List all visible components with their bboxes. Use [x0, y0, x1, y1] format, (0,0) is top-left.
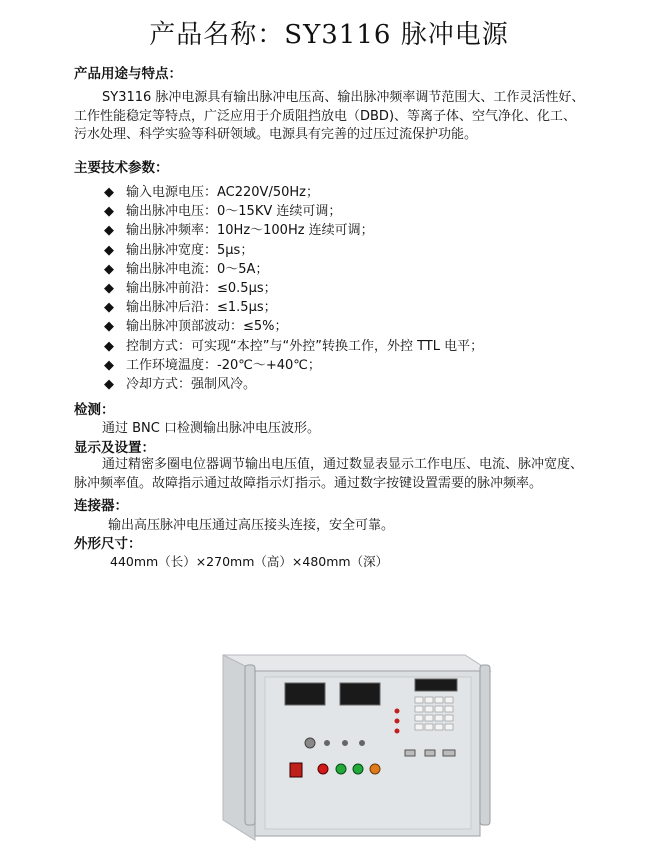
diamond-bullet-icon: ◆ [104, 261, 114, 277]
connector-text: 输出高压脉冲电压通过高压接头连接，安全可靠。 [108, 518, 395, 533]
usage-line: 工作性能稳定等特点，广泛应用于介质阻挡放电（DBD)、等离子体、空气净化、化工、 [74, 108, 577, 124]
voltage-knob [305, 738, 315, 748]
device-handle-left [245, 665, 255, 825]
param-item: ◆ 输出脉冲顶部波动：≤5%； [104, 317, 483, 336]
param-item: ◆ 输出脉冲频率：10Hz～100Hz 连续可调； [104, 221, 483, 240]
power-switch [290, 763, 302, 777]
diamond-bullet-icon: ◆ [104, 319, 114, 335]
param-item: ◆ 输入电源电压：AC220V/50Hz； [104, 183, 483, 202]
param-item: ◆ 工作环境温度：-20℃～+40℃； [104, 356, 483, 375]
display-heading: 显示及设置： [74, 440, 155, 456]
display-paragraph [74, 456, 634, 493]
green-button [353, 764, 363, 774]
toggle-switch [359, 740, 365, 746]
usage-heading: 产品用途与特点： [74, 66, 182, 82]
red-button [318, 764, 328, 774]
green-button [336, 764, 346, 774]
voltage-meter-display [285, 683, 325, 705]
power-supply-device-image [215, 645, 495, 845]
usage-line: SY3116 脉冲电源具有输出脉冲电压高、输出脉冲频率调节范围大、工作灵活性好、 [102, 90, 585, 105]
size-heading: 外形尺寸： [74, 536, 142, 552]
diamond-bullet-icon: ◆ [104, 357, 114, 373]
param-item: ◆ 输出脉冲电压：0～15KV 连续可调； [104, 202, 483, 221]
diamond-bullet-icon: ◆ [104, 242, 114, 258]
usage-paragraph [74, 89, 634, 145]
device-top [223, 655, 490, 671]
page-title: 产品名称：SY3116 脉冲电源 [149, 20, 509, 50]
detect-text: 通过 BNC 口检测输出脉冲电压波形。 [102, 421, 320, 436]
param-item: ◆ 输出脉冲后沿：≤1.5μs； [104, 298, 483, 317]
frequency-display [415, 679, 457, 691]
toggle-switch [342, 740, 348, 746]
connector-heading: 连接器： [74, 498, 128, 514]
toggle-switch [324, 740, 330, 746]
orange-button [370, 764, 380, 774]
current-meter-display [340, 683, 380, 705]
diamond-bullet-icon: ◆ [104, 300, 114, 316]
diamond-bullet-icon: ◆ [104, 280, 114, 296]
display-line: 脉冲频率值。故障指示通过故障指示灯指示。通过数字按键设置需要的脉冲频率。 [74, 475, 543, 491]
diamond-bullet-icon: ◆ [104, 204, 114, 220]
usage-line: 污水处理、科学实验等科研领域。电源具有完善的过压过流保护功能。 [74, 127, 478, 142]
indicator-light [395, 709, 400, 714]
diamond-bullet-icon: ◆ [104, 338, 114, 354]
device-handle-right [480, 665, 490, 825]
detect-heading: 检测： [74, 402, 115, 418]
param-item: ◆ 输出脉冲宽度：5μs； [104, 241, 483, 260]
display-line: 通过精密多圈电位器调节输出电压值，通过数显表显示工作电压、电流、脉冲宽度、 [102, 457, 584, 472]
size-text: 440mm（长）×270mm（高）×480mm（深） [110, 554, 389, 569]
diamond-bullet-icon: ◆ [104, 185, 114, 200]
param-item: ◆ 控制方式：可实现“本控”与“外控”转换工作，外控 TTL 电平； [104, 337, 483, 356]
params-heading: 主要技术参数： [74, 160, 169, 176]
param-item: ◆ 冷却方式：强制风冷。 [104, 375, 483, 394]
params-list [104, 183, 483, 394]
diamond-bullet-icon: ◆ [104, 376, 114, 392]
param-item: ◆ 输出脉冲前沿：≤0.5μs； [104, 279, 483, 298]
diamond-bullet-icon: ◆ [104, 223, 114, 239]
indicator-light [395, 729, 400, 734]
indicator-light [395, 719, 400, 724]
connectors [405, 750, 455, 756]
param-item: ◆ 输出脉冲电流：0～5A； [104, 260, 483, 279]
